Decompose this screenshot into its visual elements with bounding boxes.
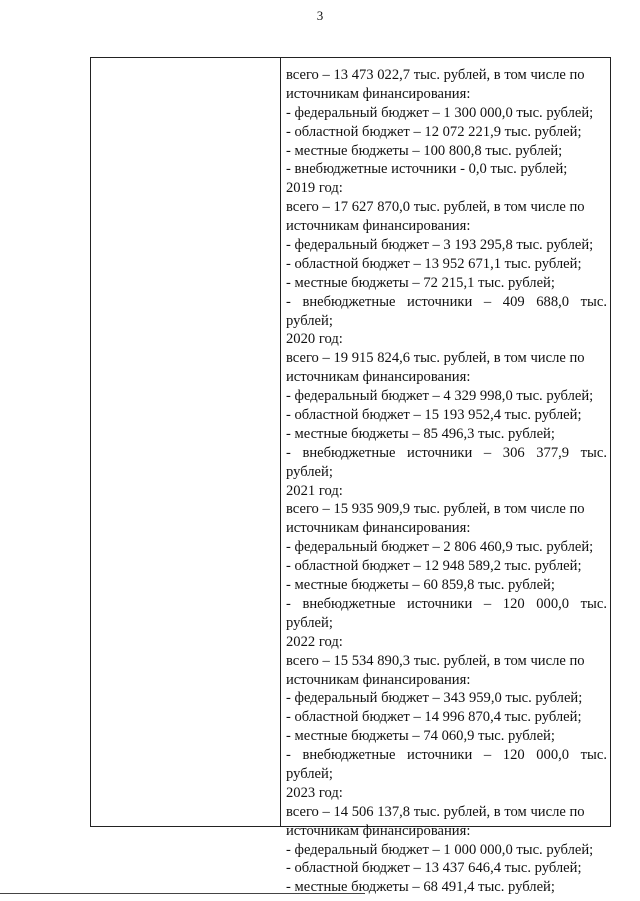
funding-line: всего – 15 534 890,3 тыс. рублей, в том числе по bbox=[286, 652, 585, 669]
funding-line: - областной бюджет – 15 193 952,4 тыс. рублей; bbox=[286, 407, 582, 424]
funding-line: - федеральный бюджет – 2 806 460,9 тыс. рублей; bbox=[286, 539, 594, 556]
funding-line: всего – 15 935 909,9 тыс. рублей, в том числе по bbox=[286, 501, 585, 518]
funding-line: источникам финансирования: bbox=[286, 85, 471, 102]
footnote-separator-line bbox=[0, 893, 365, 894]
funding-line: всего – 13 473 022,7 тыс. рублей, в том числе по bbox=[286, 67, 585, 83]
funding-line: - областной бюджет – 12 948 589,2 тыс. рублей; bbox=[286, 558, 582, 575]
funding-line: - внебюджетные источники – 120 000,0 тыс. bbox=[286, 595, 607, 612]
funding-line: - местные бюджеты – 100 800,8 тыс. рублей; bbox=[286, 142, 563, 159]
table-left-cell bbox=[91, 58, 281, 826]
funding-line: - областной бюджет – 13 952 671,1 тыс. рублей; bbox=[286, 255, 582, 272]
funding-line: - федеральный бюджет – 4 329 998,0 тыс. рублей; bbox=[286, 388, 594, 405]
funding-line: - местные бюджеты – 60 859,8 тыс. рублей; bbox=[286, 577, 555, 594]
funding-line: источникам финансирования: bbox=[286, 369, 471, 386]
funding-line: всего – 14 506 137,8 тыс. рублей, в том числе по bbox=[286, 803, 585, 820]
table-right-cell bbox=[281, 58, 610, 896]
funding-line: - областной бюджет – 12 072 221,9 тыс. рублей; bbox=[286, 123, 582, 140]
page-number: 3 bbox=[316, 8, 324, 23]
funding-line: источникам финансирования: bbox=[286, 671, 471, 688]
funding-line: - местные бюджеты – 72 215,1 тыс. рублей; bbox=[286, 274, 555, 291]
funding-line: - внебюджетные источники - 0,0 тыс. рублей; bbox=[286, 161, 568, 178]
year-heading: 2021 год: bbox=[286, 482, 343, 499]
funding-line: рублей; bbox=[286, 765, 333, 782]
funding-line: - федеральный бюджет – 1 300 000,0 тыс. рублей; bbox=[286, 104, 594, 121]
funding-line: источникам финансирования: bbox=[286, 520, 471, 537]
funding-line: - федеральный бюджет – 3 193 295,8 тыс. рублей; bbox=[286, 237, 594, 254]
funding-line: - федеральный бюджет – 343 959,0 тыс. рублей; bbox=[286, 690, 583, 707]
funding-line: рублей; bbox=[286, 614, 333, 631]
funding-line: всего – 17 627 870,0 тыс. рублей, в том числе по bbox=[286, 199, 585, 216]
year-heading: 2020 год: bbox=[286, 331, 343, 348]
year-heading: 2019 год: bbox=[286, 180, 343, 197]
funding-line: - местные бюджеты – 85 496,3 тыс. рублей; bbox=[286, 425, 555, 442]
funding-line: источникам финансирования: bbox=[286, 218, 471, 235]
funding-line: - внебюджетные источники – 306 377,9 тыс. bbox=[286, 444, 607, 461]
year-heading: 2023 год: bbox=[286, 784, 343, 801]
funding-line: - федеральный бюджет – 1 000 000,0 тыс. рублей; bbox=[286, 841, 594, 858]
funding-line: - внебюджетные источники – 409 688,0 тыс. bbox=[286, 293, 607, 310]
year-heading: 2022 год: bbox=[286, 633, 343, 650]
funding-table bbox=[90, 57, 611, 896]
funding-line: - местные бюджеты – 68 491,4 тыс. рублей; bbox=[286, 879, 555, 896]
funding-line: рублей; bbox=[286, 463, 333, 480]
funding-line: - областной бюджет – 13 437 646,4 тыс. рублей; bbox=[286, 860, 582, 877]
funding-line: рублей; bbox=[286, 312, 333, 329]
funding-line: - местные бюджеты – 74 060,9 тыс. рублей; bbox=[286, 728, 555, 745]
funding-line: - областной бюджет – 14 996 870,4 тыс. рублей; bbox=[286, 709, 582, 726]
funding-line: всего – 19 915 824,6 тыс. рублей, в том числе по bbox=[286, 350, 585, 367]
funding-line: - внебюджетные источники – 120 000,0 тыс. bbox=[286, 747, 607, 764]
funding-line: источникам финансирования: bbox=[286, 822, 471, 839]
